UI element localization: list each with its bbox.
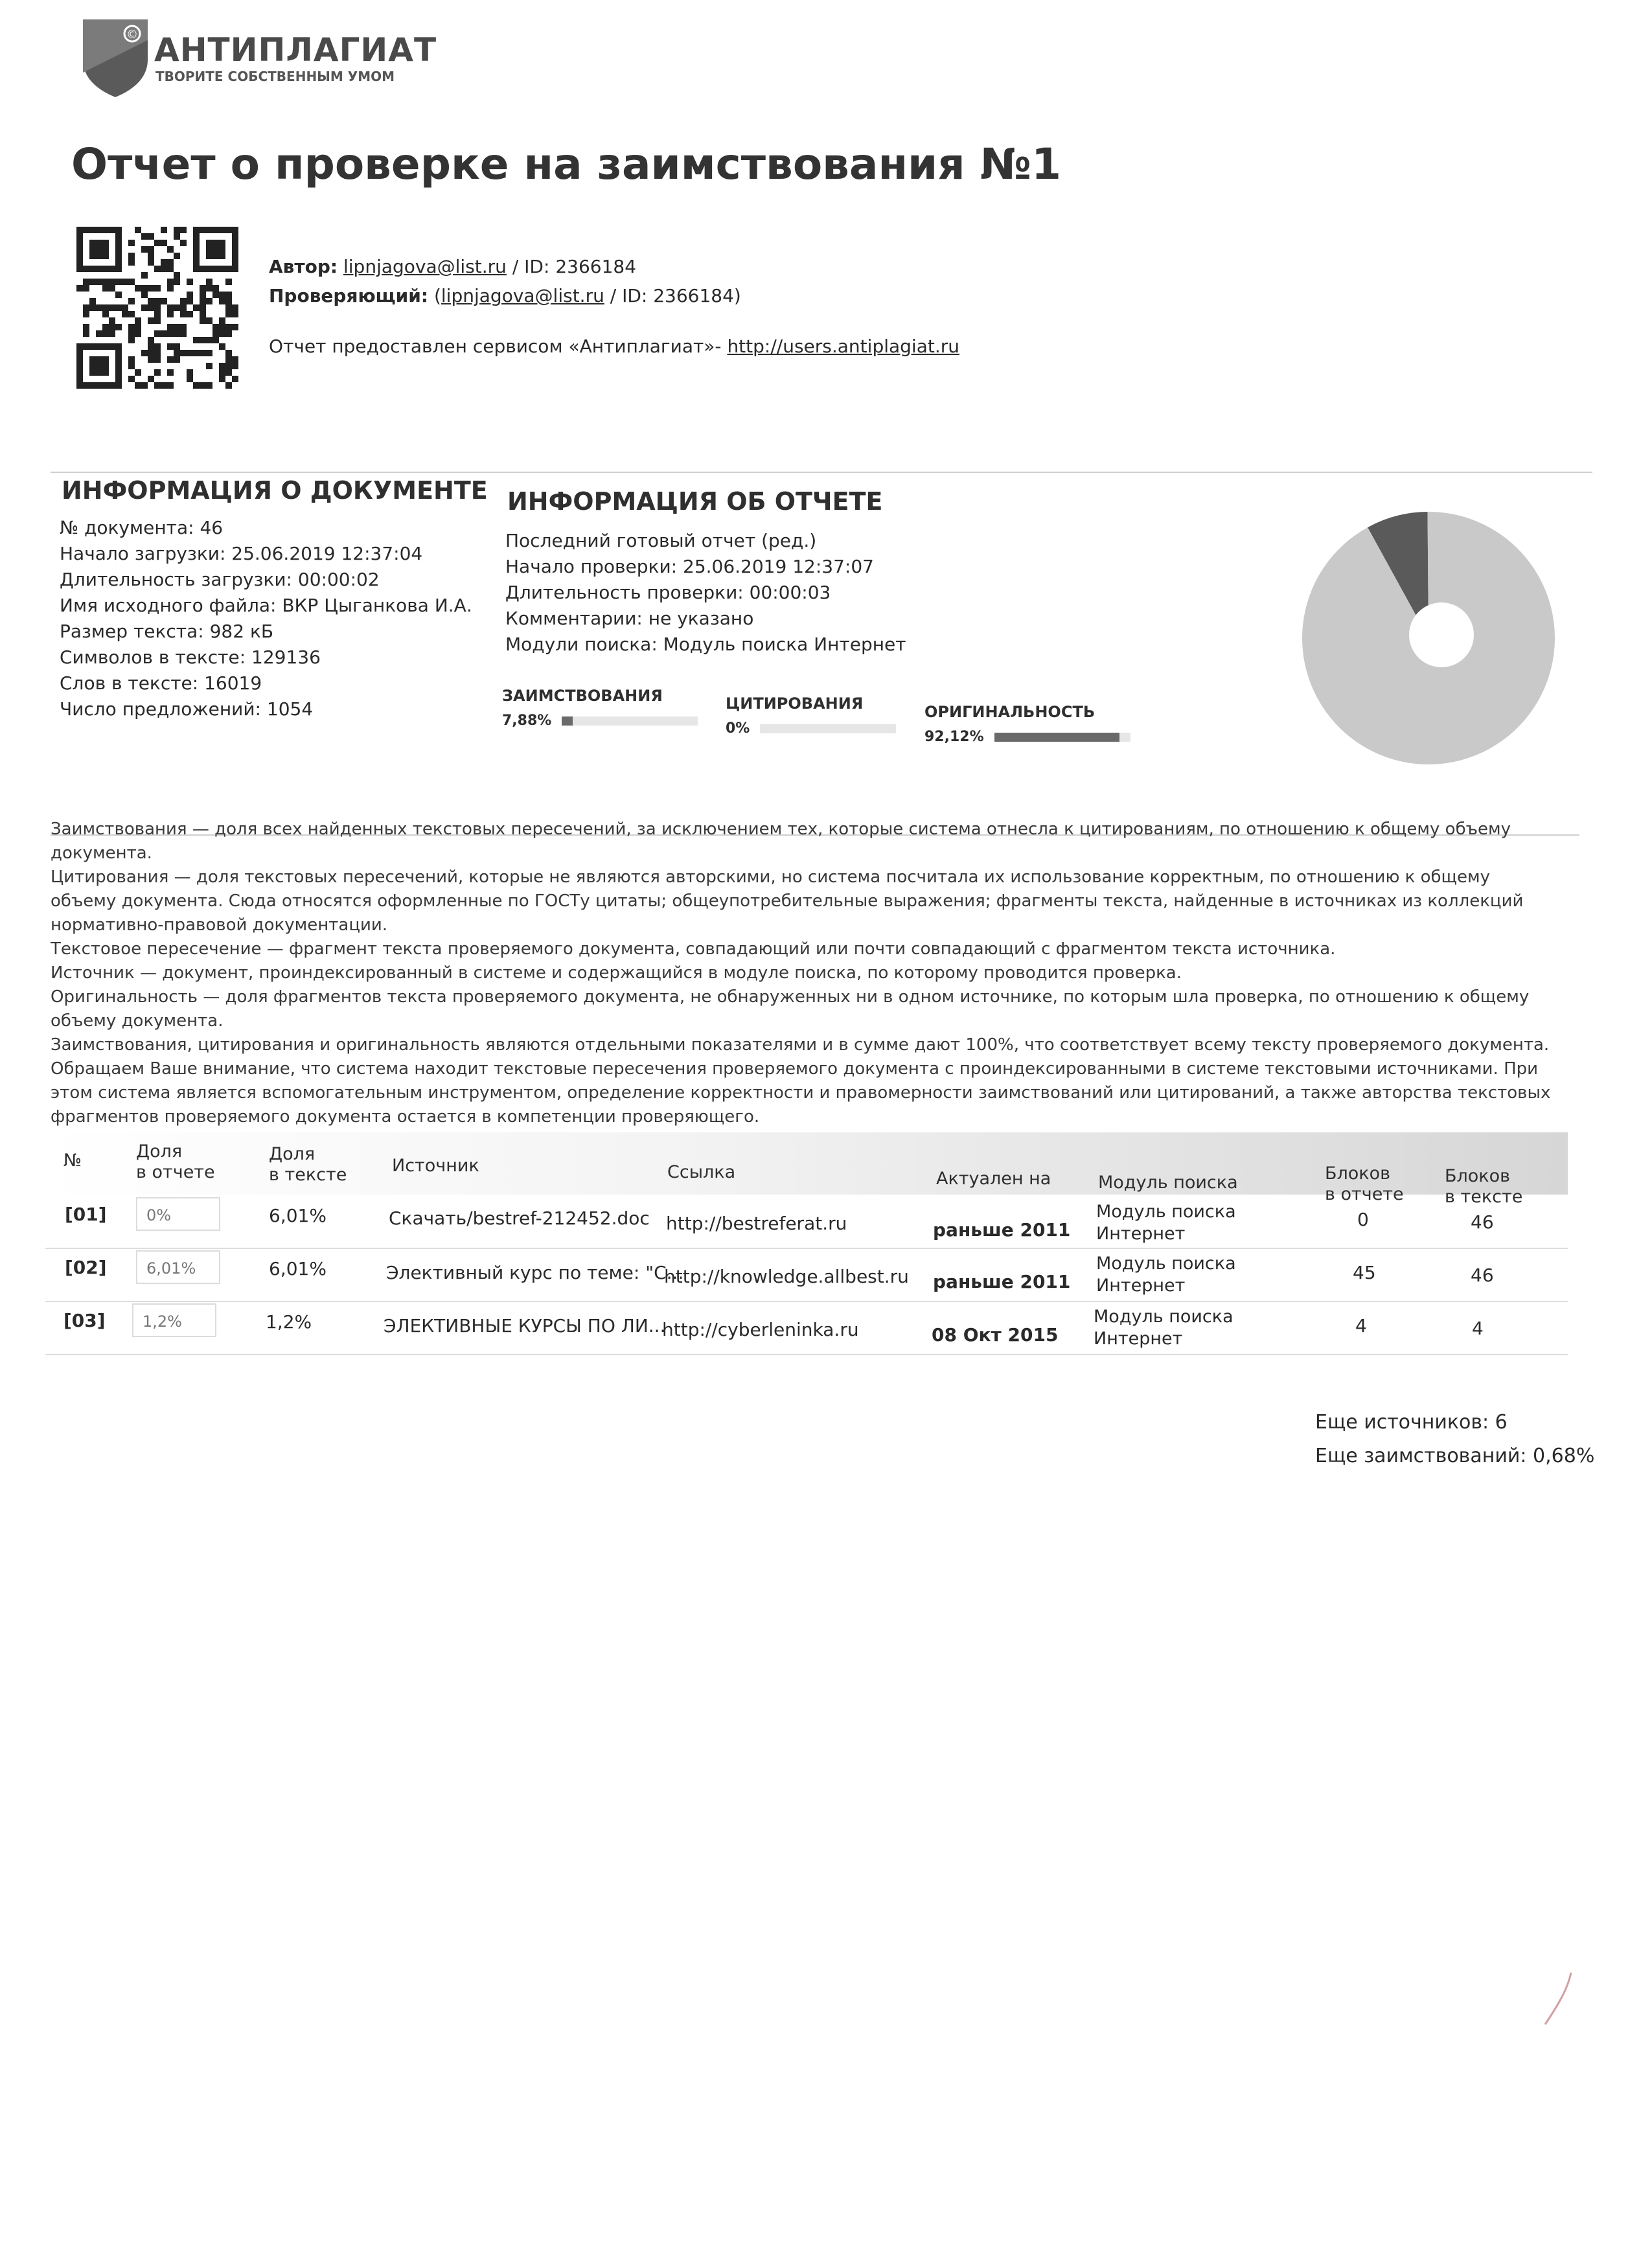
logo-tagline: ТВОРИТЕ СОБСТВЕННЫМ УМОМ [155,69,395,84]
header-blocks-report: Блоков в отчете [1325,1163,1404,1204]
source-name[interactable]: Элективный курс по теме: "С... [386,1262,684,1283]
metric-citation [726,694,896,737]
legend-paragraph: Заимствования, цитирования и оригинальность являются отдельными показателями и в сумме дают 100%, что соответствует всему тексту проверяемого документа. [51,1035,1550,1055]
metric-bar-fill [562,716,573,726]
doc-info-line: Начало загрузки: 25.06.2019 12:37:04 [60,543,423,564]
more-sources: Еще источников: 6 [1315,1411,1508,1434]
metric-name: ЦИТИРОВАНИЯ [726,694,864,713]
reviewer-id: / ID: 2366184) [604,285,741,306]
share-in-text: 1,2% [266,1311,312,1333]
share-in-report: 6,01% [136,1250,220,1284]
header-actual: Актуален на [936,1169,1051,1189]
pie-chart [1299,509,1558,768]
more-info [1315,1406,1594,1473]
divider [51,472,1592,473]
metric-originality [924,703,1130,745]
more-borrowings: Еще заимствований: 0,68% [1315,1445,1595,1467]
actual-date: раньше 2011 [933,1271,1071,1292]
legend-text [51,818,1560,1129]
service-text: Отчет предоставлен сервисом «Антиплагиат»- [269,336,728,357]
legend-paragraph: Источник — документ, проиндексированный в системе и содержащийся в модуле поиска, по которому проводится проверка. [51,963,1182,983]
report-info-title: ИНФОРМАЦИЯ ОБ ОТЧЕТЕ [507,487,883,516]
share-in-report: 0% [136,1197,220,1231]
pen-mark-icon [1542,1969,1574,2028]
blocks-in-report: 45 [1353,1262,1376,1283]
doc-info-line: Имя исходного файла: ВКР Цыганкова И.А. [60,595,472,616]
search-module: Модуль поиска Интернет [1096,1202,1236,1244]
author-label: Автор: [269,256,338,277]
author-id: / ID: 2366184 [506,256,637,277]
row-no: [01] [65,1204,107,1225]
metric-value: 0% [726,720,750,737]
blocks-in-text: 46 [1471,1265,1494,1286]
legend-paragraph: Оригинальность — доля фрагментов текста проверяемого документа, не обнаруженных ни в одном источнике, по которым шла проверка, по отношению к общему объему документа. [51,987,1530,1031]
doc-info-line: Размер текста: 982 кБ [60,621,274,642]
actual-date: 08 Окт 2015 [932,1324,1059,1346]
share-in-text: 6,01% [269,1205,327,1226]
source-link[interactable]: http://knowledge.allbest.ru [664,1266,909,1287]
share-in-text: 6,01% [269,1258,327,1279]
metric-bar-fill [994,733,1119,742]
metric-name: ОРИГИНАЛЬНОСТЬ [924,703,1096,721]
metric-value: 92,12% [924,729,984,745]
report-info-line: Последний готовый отчет (ред.) [505,530,817,551]
doc-info-line: № документа: 46 [60,517,224,538]
service-link[interactable]: http://users.antiplagiat.ru [727,336,959,357]
report-info-list [505,528,906,658]
doc-info-line: Символов в тексте: 129136 [60,647,321,668]
legend-paragraph: Текстовое пересечение — фрагмент текста проверяемого документа, совпадающий или почти совпадающий с фрагментом текста источника. [51,939,1336,959]
legend-paragraph: Обращаем Ваше внимание, что система находит текстовые пересечения проверяемого документа с проиндексированными в системе текстовыми источниками. При этом система является вспомогательным инструментом, определение корректности и правомерности заимствований или цитирований, а также авторства текстовых фрагментов проверяемого документа остается в компетенции проверяющего. [51,1059,1551,1127]
antiplagiat-logo-icon [76,14,154,100]
legend-paragraph: Заимствования — доля всех найденных текстовых пересечений, за исключением тех, которые система отнесла к цитированиям, по отношению к общему объему документа. [51,819,1511,863]
blocks-in-text: 4 [1472,1318,1484,1339]
reviewer-email-link[interactable]: lipnjagova@list.ru [441,285,604,306]
sources-table-header [45,1132,1568,1207]
search-module: Модуль поиска Интернет [1094,1307,1233,1349]
blocks-in-report: 4 [1355,1315,1367,1336]
author-email-link[interactable]: lipnjagova@list.ru [343,256,507,277]
table-row [45,1248,1568,1302]
row-no: [02] [65,1257,107,1278]
metric-borrowing [502,687,698,729]
svg-text:©: © [126,28,138,41]
header-no: № [63,1151,82,1171]
doc-info-line: Длительность загрузки: 00:00:02 [60,569,380,590]
blocks-in-report: 0 [1357,1209,1369,1230]
legend-paragraph: Цитирования — доля текстовых пересечений, которые не являются авторскими, но система посчитала их использование корректным, по отношению к общему объему документа. Сюда относятся оформленные по ГОСТу цитаты; общеупотребительные выражения; фрагменты текста, найденные в источниках из коллекций нормативно-правовой документации. [51,867,1524,935]
header-share-report: Доля в отчете [136,1141,215,1182]
header-link: Ссылка [667,1162,736,1182]
metric-bar [760,724,896,733]
metric-name: ЗАИМСТВОВАНИЯ [502,687,663,705]
metric-bar [994,733,1130,742]
metric-bar [562,716,698,726]
blocks-in-text: 46 [1471,1211,1494,1233]
metric-value: 7,88% [502,713,552,729]
reviewer-prefix: ( [433,285,441,306]
doc-info-line: Число предложений: 1054 [60,698,314,720]
table-row [45,1301,1568,1355]
source-name[interactable]: ЭЛЕКТИВНЫЕ КУРСЫ ПО ЛИ... [384,1315,666,1336]
search-module: Модуль поиска Интернет [1096,1254,1236,1296]
doc-info-list [60,515,472,722]
reviewer-line [269,285,741,306]
header-blocks-text: Блоков в тексте [1445,1166,1523,1207]
table-row [45,1195,1568,1249]
source-link[interactable]: http://cyberleninka.ru [662,1319,859,1340]
source-name[interactable]: Скачать/bestref-212452.doc [389,1208,650,1229]
author-line [269,256,636,277]
qr-code-icon [76,227,238,389]
actual-date: раньше 2011 [933,1219,1071,1241]
header-module: Модуль поиска [1098,1173,1238,1193]
doc-info-title: ИНФОРМАЦИЯ О ДОКУМЕНТЕ [62,476,488,505]
source-link[interactable]: http://bestreferat.ru [666,1213,847,1234]
share-in-report: 1,2% [132,1303,216,1337]
row-no: [03] [63,1310,106,1331]
doc-info-line: Слов в тексте: 16019 [60,672,262,694]
header-share-text: Доля в тексте [269,1144,347,1185]
header-source: Источник [392,1156,479,1176]
reviewer-label: Проверяющий: [269,285,429,306]
pie-hole [1409,602,1474,667]
report-info-line: Начало проверки: 25.06.2019 12:37:07 [505,556,874,577]
report-info-line: Модули поиска: Модуль поиска Интернет [505,634,906,655]
page-title: Отчет о проверке на заимствования №1 [71,139,1061,189]
report-info-line: Комментарии: не указано [505,608,754,629]
logo-name: АНТИПЛАГИАТ [154,31,437,69]
service-line [269,336,959,357]
report-info-line: Длительность проверки: 00:00:03 [505,582,831,603]
